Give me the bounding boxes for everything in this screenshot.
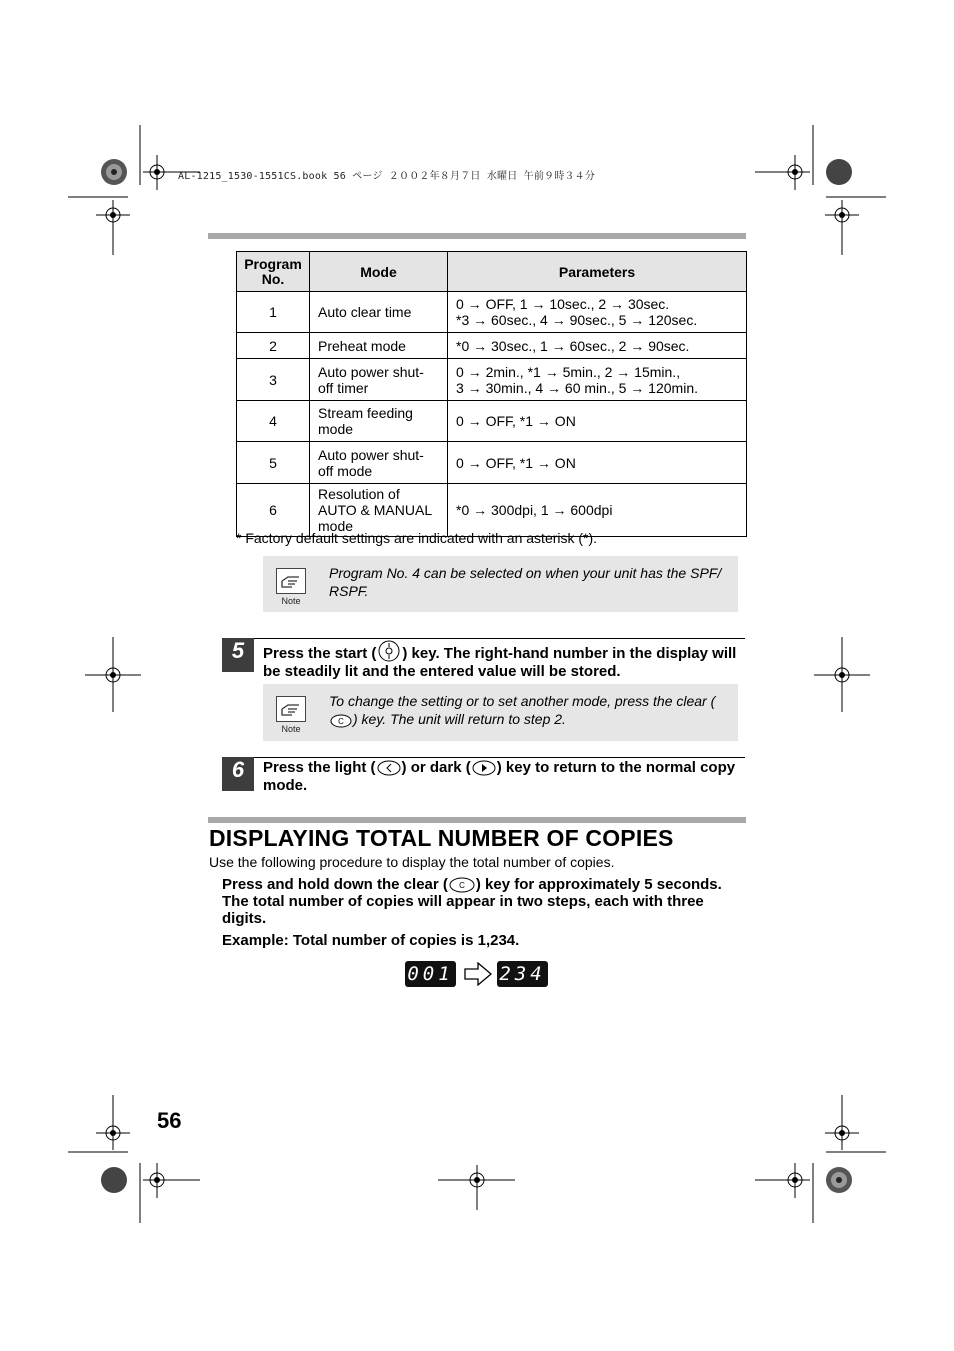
program-parameters [448, 442, 747, 484]
table-row [237, 484, 747, 537]
program-number: 2 [237, 333, 310, 359]
display-second-digits: 234 [497, 961, 548, 987]
note-box-clear [263, 684, 738, 741]
pointing-hand-icon [276, 568, 306, 594]
program-number: 4 [237, 401, 310, 442]
table-row [237, 359, 747, 401]
program-parameters [448, 292, 747, 333]
example-text: Example: Total number of copies is 1,234. [222, 932, 520, 949]
display-first-digits: 001 [405, 961, 456, 987]
table-row [237, 292, 747, 333]
note-text: Program No. 4 can be selected on when your unit has the SPF/ RSPF. [329, 565, 722, 599]
program-number: 1 [237, 292, 310, 333]
table-row [237, 333, 747, 359]
note-label: Note [281, 724, 301, 734]
program-mode: Resolution of AUTO & MANUAL mode [310, 484, 448, 537]
parameters-line: 0 → OFF, *1 → ON [456, 454, 576, 471]
program-number: 5 [237, 442, 310, 484]
instruction-text-b: ) key for approximately 5 seconds. The total number of copies will appear in two steps, each with three digits. [222, 876, 722, 927]
program-mode: Auto clear time [310, 292, 448, 333]
dark-key-icon [472, 760, 496, 776]
print-header-line: AL-1215_1530-1551CS.book 56 ページ ２００２年８月７日 水曜日 午前９時３４分 [178, 171, 596, 182]
clear-key-icon [449, 877, 475, 893]
page-number: 56 [157, 1108, 182, 1133]
program-mode: Stream feeding mode [310, 401, 448, 442]
note-text-a: To change the setting or to set another mode, press the clear ( [329, 693, 716, 709]
program-parameters [448, 484, 747, 537]
top-rule [208, 233, 746, 239]
step-5-text [263, 640, 745, 681]
parameters-line: 0 → OFF, 1 → 10sec., 2 → 30sec. [456, 296, 670, 312]
step-divider [254, 638, 745, 639]
parameters-line: 0 → 2min., *1 → 5min., 2 → 15min., [456, 363, 681, 380]
parameters-line: *3 → 60sec., 4 → 90sec., 5 → 120sec. [456, 312, 698, 328]
program-parameters [448, 401, 747, 442]
instruction-text-a: Press and hold down the clear ( [222, 876, 448, 893]
parameters-line: 3 → 30min., 4 → 60 min., 5 → 120min. [456, 379, 698, 396]
step-divider [254, 757, 745, 758]
note-text-b: ) key. The unit will return to step 2. [353, 711, 566, 727]
step-5-text-a: Press the start ( [263, 645, 377, 662]
program-parameters [448, 359, 747, 401]
start-key-icon [377, 640, 401, 662]
right-arrow-icon [464, 962, 492, 986]
step-5-text-b: ) key. The right-hand number in the display will be steadily lit and the entered value will be stored. [263, 645, 737, 680]
program-mode: Auto power shut- off timer [310, 359, 448, 401]
table-footnote: * Factory default settings are indicated with an asterisk (*). [236, 530, 598, 546]
header-mode: Mode [310, 252, 448, 292]
note-text [329, 692, 734, 728]
svg-text:C: C [338, 717, 344, 726]
parameters-line: 0 → OFF, *1 → ON [456, 413, 576, 429]
parameters-line: *0 → 30sec., 1 → 60sec., 2 → 90sec. [456, 337, 690, 354]
step-6-text-a: Press the light ( [263, 759, 376, 776]
section-instruction [222, 876, 742, 927]
step-6-text [263, 759, 745, 795]
section-title: DISPLAYING TOTAL NUMBER OF COPIES [209, 825, 674, 851]
note-label: Note [281, 596, 301, 606]
header-parameters: Parameters [448, 252, 747, 292]
light-key-icon [377, 760, 401, 776]
program-parameters [448, 333, 747, 359]
step-6-number: 6 [222, 757, 254, 791]
program-mode: Preheat mode [310, 333, 448, 359]
pointing-hand-icon [276, 696, 306, 722]
step-6-text-c: ) key to return to the normal copy mode. [263, 759, 736, 794]
program-number: 6 [237, 484, 310, 537]
parameters-line: *0 → 300dpi, 1 → 600dpi [456, 502, 613, 518]
section-rule [208, 817, 746, 823]
header-program-no: Program No. [237, 252, 310, 292]
section-intro: Use the following procedure to display the total number of copies. [209, 854, 615, 870]
step-5-number: 5 [222, 638, 254, 672]
table-row [237, 442, 747, 484]
clear-key-icon [330, 714, 352, 728]
note-box-spf [263, 556, 738, 612]
svg-text:C: C [459, 881, 465, 890]
table-header-row [237, 252, 747, 292]
user-program-table [236, 251, 747, 537]
table-row [237, 401, 747, 442]
program-number: 3 [237, 359, 310, 401]
step-6-text-b: ) or dark ( [401, 759, 471, 776]
program-mode: Auto power shut- off mode [310, 442, 448, 484]
